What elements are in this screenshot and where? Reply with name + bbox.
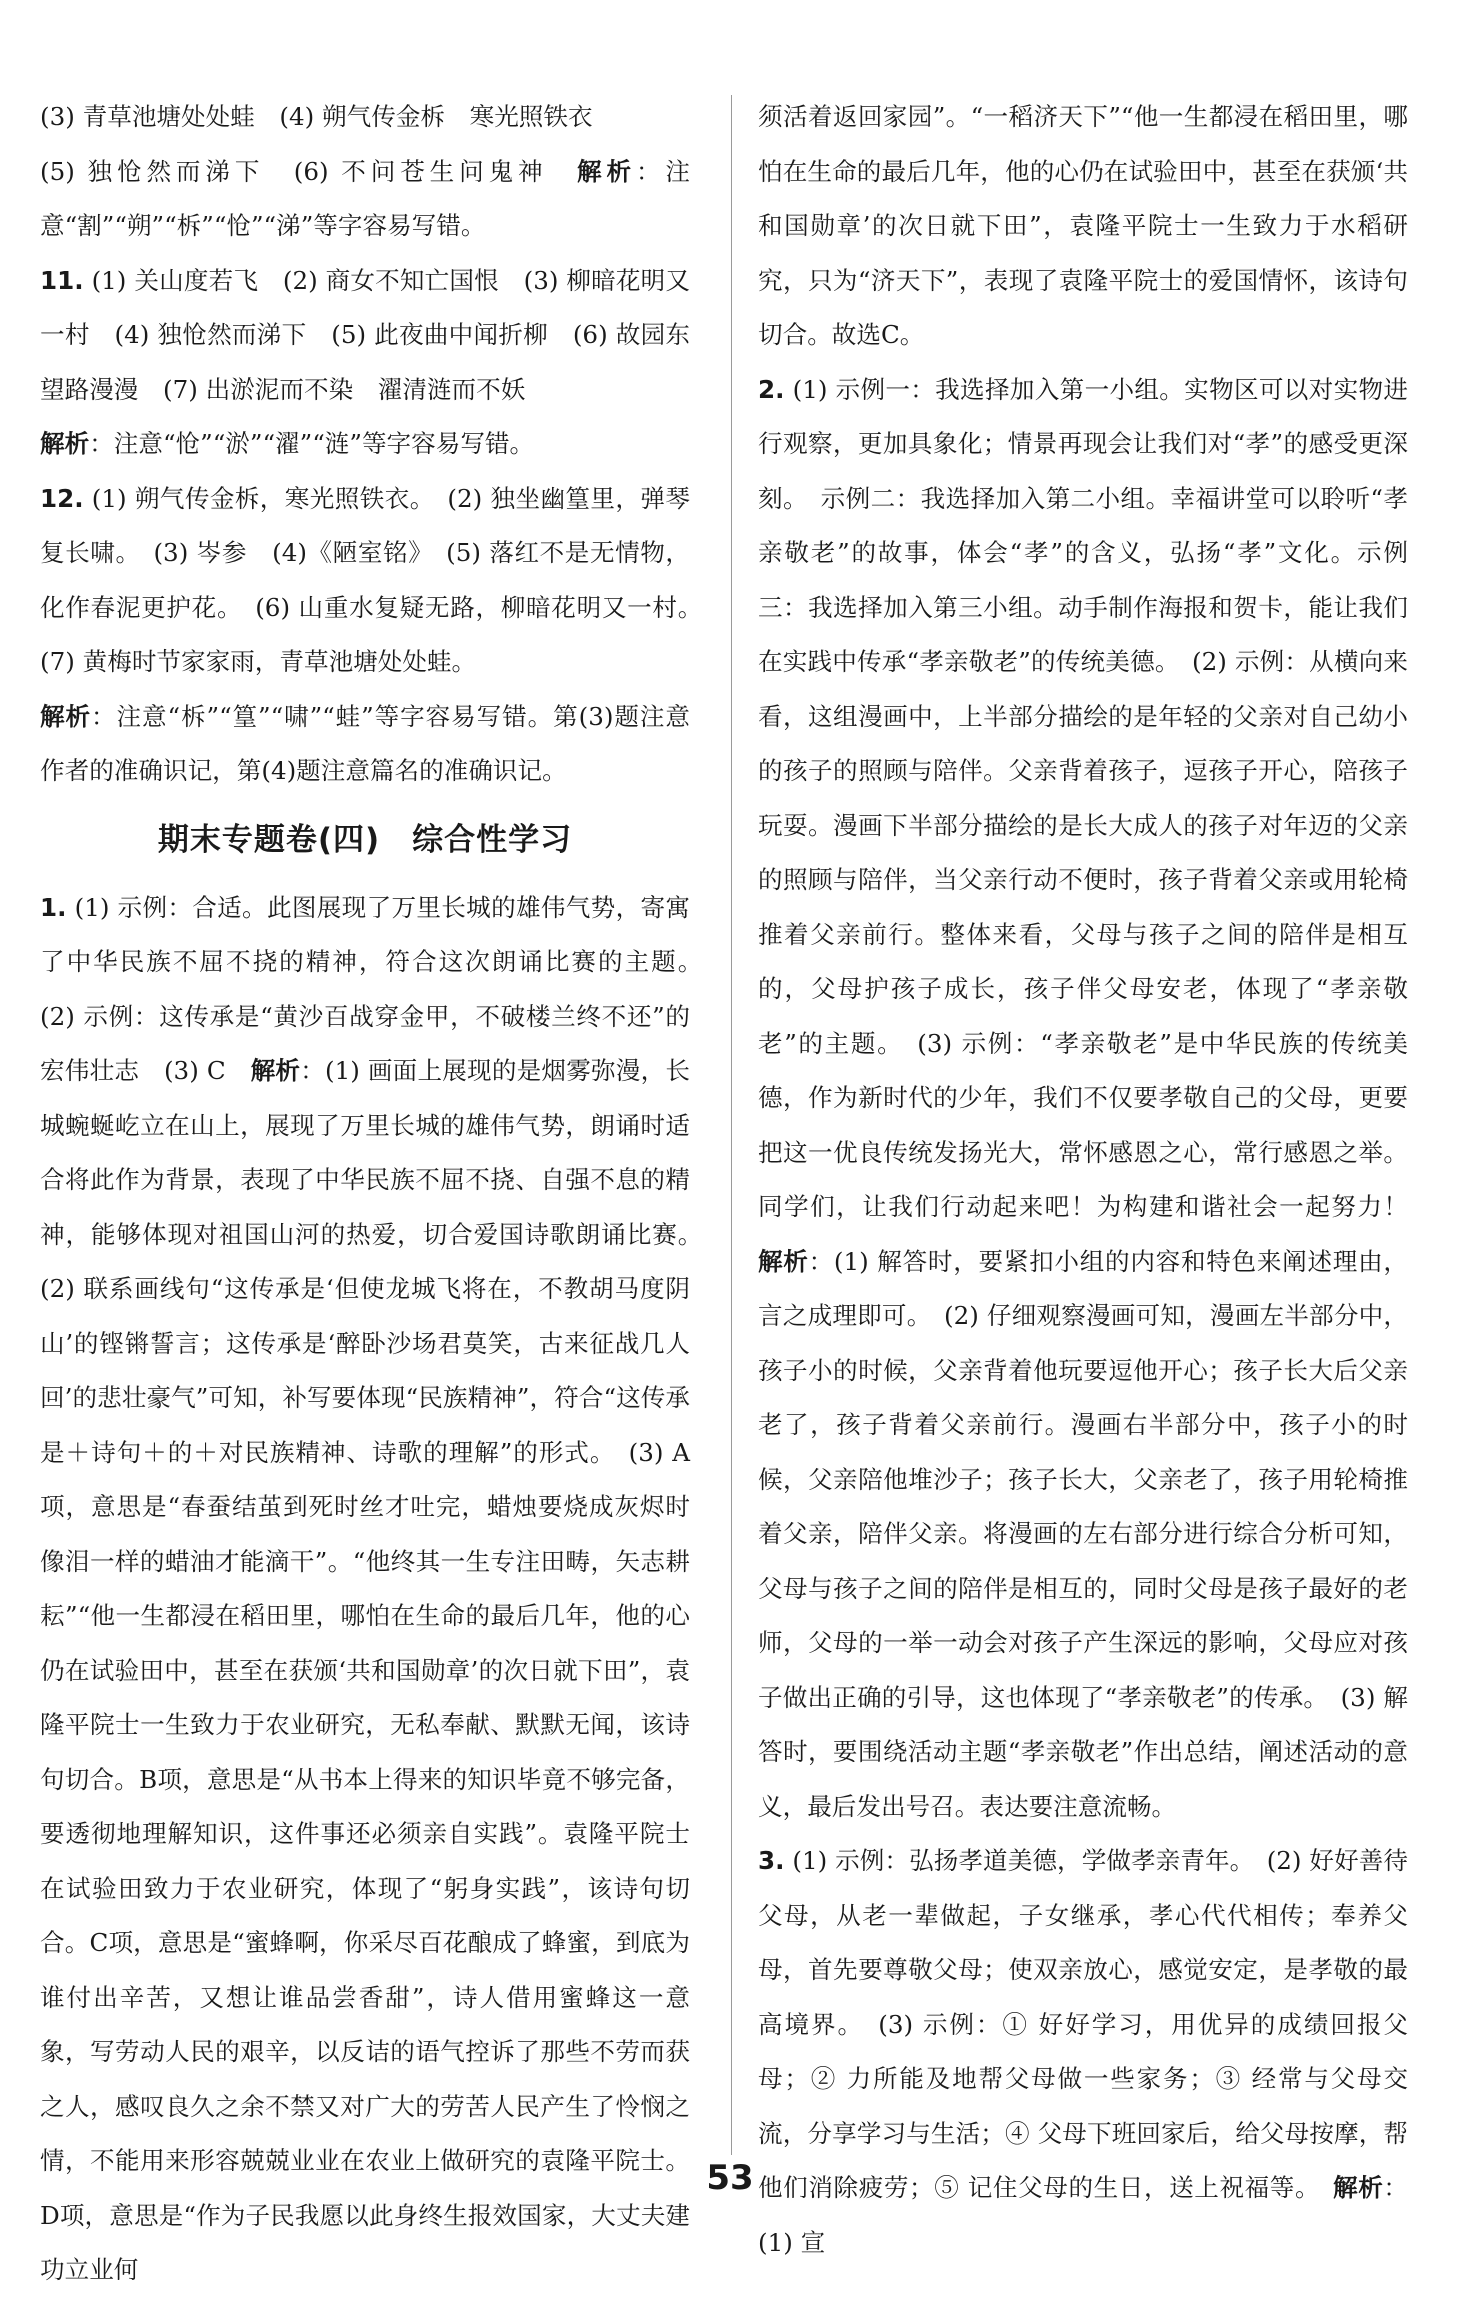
analysis-label: 解析: [577, 156, 636, 186]
question-11: [40, 254, 690, 472]
analysis-label: 解析: [1333, 2173, 1384, 2202]
question-2: [758, 363, 1433, 1835]
analysis-label: 解析: [40, 429, 90, 458]
analysis-text: ：注意“割”“朔”“柝”“怆”“涕”等字容易写错。: [40, 156, 690, 240]
question-3: [758, 1834, 1408, 2270]
analysis-text: ：注意“怆”“淤”“濯”“涟”等字容易写错。: [89, 429, 535, 458]
answer-line: (5) 独怆然而涕下 (6) 不问苍生问鬼神: [40, 156, 577, 186]
question-1-continued: [758, 90, 1408, 363]
answer-text: (1) 朔气传金柝，寒光照铁衣。 (2) 独坐幽篁里，弹琴复长啸。 (3) 岑参 (4)《陋室铭》 (5) 落红不是无情物，化作春泥更护花。 (6) 山重水复疑无路，柳暗花明又一村。 (7) 黄梅时节家家雨，青草池塘处处蛙。: [40, 483, 715, 676]
analysis-text: ：(1) 画面上展现的是烟雾弥漫，长城蜿蜒屹立在山上，展现了万里长城的雄伟气势，朗诵时适合将此作为背景，表现了中华民族不屈不挠、自强不息的精神，能够体现对祖国山河的热爱，切合爱国诗歌朗诵比赛。 (2) 联系画线句“这传承是‘但使龙城飞将在，不教胡马度阴山’的铿锵誓言；这传承是‘醉卧沙场君莫笑，古来征战几人回’的悲壮豪气”可知，补写要体现“民族精神”，符合“这传承是＋诗句＋的＋对民族精神、诗歌的理解”的形式。 (3) A项，意思是“春蚕结茧到死时丝才吐完，蜡烛要烧成灰烬时像泪一样的蜡油才能滴干”。“他终其一生专注田畴，矢志耕耘”“他一生都浸在稻田里，哪怕在生命的最后几年，他的心仍在试验田中，甚至在获颁‘共和国勋章’的次日就下田”，袁隆平院士一生致力于农业研究，无私奉献、默默无闻，该诗句切合。B项，意思是“从书本上得来的知识毕竟不够完备，要透彻地理解知识，这件事还必须亲自实践”。袁隆平院士在试验田致力于农业研究，体现了“躬身实践”，该诗句切合。C项，意思是“蜜蜂啊，你采尽百花酿成了蜂蜜，到底为谁付出辛苦，又想让谁品尝香甜”，诗人借用蜜蜂这一意象，写劳动人民的艰辛，以反诘的语气控诉了那些不劳而获之人，感叹良久之余不禁又对广大的劳苦人民产生了怜悯之情，不能用来形容兢兢业业在农业上做研究的袁隆平院士。D项，意思是“作为子民我愿以此身终生报效国家，大丈夫建功立业何: [40, 1056, 715, 2284]
answer-text: (1) 示例：合适。此图展现了万里长城的雄伟气势，寄寓了中华民族不屈不挠的精神，符合这次朗诵比赛的主题。 (2) 示例：这传承是“黄沙百战穿金甲，不破楼兰终不还”的宏伟壮志 (3) C: [40, 892, 715, 1085]
analysis-text: ：(1) 宣: [758, 2173, 1408, 2257]
answer-block-continued: [40, 90, 690, 254]
question-number: 12.: [40, 483, 84, 513]
analysis-text: ：注意“柝”“篁”“啸”“蛙”等字容易写错。第(3)题注意作者的准确识记，第(4)题注意篇名的准确识记。: [40, 701, 690, 785]
question-number: 2.: [758, 374, 785, 404]
right-column: [758, 90, 1433, 2270]
question-12: [40, 472, 715, 799]
section-title: 期末专题卷(四) 综合性学习: [157, 821, 573, 858]
question-number: 1.: [40, 892, 67, 922]
analysis-label: 解析: [758, 1246, 809, 1276]
analysis-label: 解析: [250, 1056, 301, 1085]
answer-text: (1) 示例：弘扬孝道美德，学做孝亲青年。 (2) 好好善待父母，从老一辈做起，子女继承，孝心代代相传；奉养父母，首先要尊敬父母；使双亲放心，感觉安定，是孝敬的最高境界。 (3) 示例：① 好好学习，用优异的成绩回报父母；② 力所能及地帮父母做一些家务；③ 经常与父母交流，分享学习与生活；④ 父母下班回家后，给父母按摩，帮他们消除疲劳；⑤ 记住父母的生日，送上祝福等。: [758, 1846, 1408, 2202]
question-number: 11.: [40, 265, 84, 295]
question-number: 3.: [758, 1846, 785, 1875]
left-column: [40, 90, 715, 2298]
page-number: 53: [706, 2158, 754, 2198]
answer-text: (1) 示例一：我选择加入第一小组。实物区可以对实物进行观察，更加具象化；情景再现会让我们对“孝”的感受更深刻。 示例二：我选择加入第二小组。幸福讲堂可以聆听“孝亲敬老”的故事，体会“孝”的含义，弘扬“孝”文化。示例三：我选择加入第三小组。动手制作海报和贺卡，能让我们在实践中传承“孝亲敬老”的传统美德。 (2) 示例：从横向来看，这组漫画中，上半部分描绘的是年轻的父亲对自己幼小的孩子的照顾与陪伴。父亲背着孩子，逗孩子开心，陪孩子玩耍。漫画下半部分描绘的是长大成人的孩子对年迈的父亲的照顾与陪伴，当父亲行动不便时，孩子背着父亲或用轮椅推着父亲前行。整体来看，父母与孩子之间的陪伴是相互的，父母护孩子成长，孩子伴父母安老，体现了“孝亲敬老”的主题。 (3) 示例：“孝亲敬老”是中华民族的传统美德，作为新时代的少年，我们不仅要孝敬自己的父母，更要把这一优良传统发扬光大，常怀感恩之心，常行感恩之举。同学们，让我们行动起来吧！为构建和谐社会一起努力！: [758, 374, 1433, 1221]
analysis-text: ：(1) 解答时，要紧扣小组的内容和特色来阐述理由，言之成理即可。 (2) 仔细观察漫画可知，漫画左半部分中，孩子小的时候，父亲背着他玩要逗他开心；孩子长大后父亲老了，孩子背着父亲前行。漫画右半部分中，孩子小的时候，父亲陪他堆沙子；孩子长大，父亲老了，孩子用轮椅推着父亲，陪伴父亲。将漫画的左右部分进行综合分析可知，父母与孩子之间的陪伴是相互的，同时父母是孩子最好的老师，父母的一举一动会对孩子产生深远的影响，父母应对孩子做出正确的引导，这也体现了“孝亲敬老”的传承。 (3) 解答时，要围绕活动主题“孝亲敬老”作出总结，阐述活动的意义，最后发出号召。表达要注意流畅。: [758, 1246, 1408, 1821]
question-1: [40, 881, 715, 2298]
answer-text: (1) 关山度若飞 (2) 商女不知亡国恨 (3) 柳暗花明又一村 (4) 独怆然而涕下 (5) 此夜曲中闻折柳 (6) 故园东望路漫漫 (7) 出淤泥而不染 濯清涟而不妖: [40, 265, 691, 404]
column-divider: [731, 95, 732, 2155]
analysis-text: 须活着返回家园”。“一稻济天下”“他一生都浸在稻田里，哪怕在生命的最后几年，他的心仍在试验田中，甚至在获颁‘共和国勋章’的次日就下田”，袁隆平院士一生致力于水稻研究，只为“济天下”，表现了袁隆平院士的爱国情怀，该诗句切合。故选C。: [758, 102, 1408, 349]
analysis-label: 解析: [40, 701, 92, 731]
answer-line: (3) 青草池塘处处蛙 (4) 朔气传金柝 寒光照铁衣: [40, 102, 593, 131]
